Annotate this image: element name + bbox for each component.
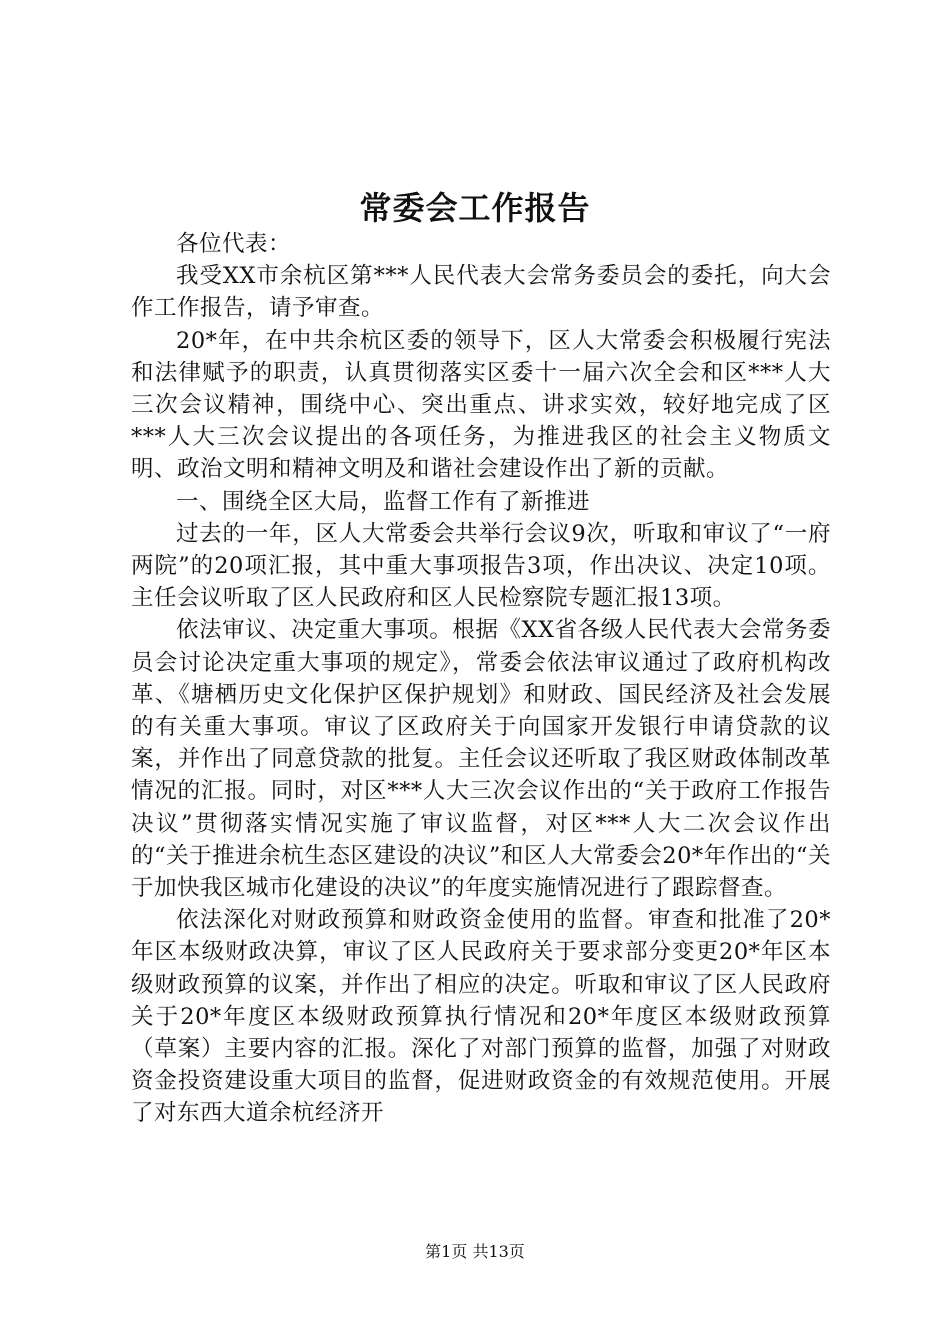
section-heading: 一、围绕全区大局，监督工作有了新推进 bbox=[176, 488, 591, 515]
document-body bbox=[131, 228, 831, 1130]
body-paragraph: 我受XX市余杭区第***人民代表大会常务委员会的委托，向大会作工作报告，请予审查。 bbox=[131, 263, 831, 322]
body-paragraph: 过去的一年，区人大常委会共举行会议9次，听取和审议了“一府两院”的20项汇报，其中重大事项报告3项，作出决议、决定10项。主任会议听取了区人民政府和区人民检察院专题汇报13项。 bbox=[131, 520, 831, 612]
document-title: 常委会工作报告 bbox=[359, 189, 591, 227]
body-paragraph: 依法深化对财政预算和财政资金使用的监督。审查和批准了20*年区本级财政决算，审议了区人民政府关于要求部分变更20*年区本级财政预算的议案，并作出了相应的决定。听取和审议了区人民政府关于20*年度区本级财政预算执行情况和20*年度区本级财政预算（草案）主要内容的汇报。深化了对部门预算的监督，加强了对财政资金投资建设重大项目的监督，促进财政资金的有效规范使用。开展了对东西大道余杭经济开 bbox=[131, 907, 831, 1127]
body-paragraph: 20*年，在中共余杭区委的领导下，区人大常委会积极履行宪法和法律赋予的职责，认真贯彻落实区委十一届六次全会和区***人大三次会议精神，围绕中心、突出重点、讲求实效，较好地完成了区***人大三次会议提出的各项任务，为推进我区的社会主义物质文明、政治文明和精神文明及和谐社会建设作出了新的贡献。 bbox=[131, 327, 831, 483]
page-number-footer: 第1页 共13页 bbox=[425, 1242, 525, 1261]
salutation-paragraph: 各位代表： bbox=[176, 231, 292, 257]
body-paragraph: 依法审议、决定重大事项。根据《XX省各级人民代表大会常务委员会讨论决定重大事项的规定》，常委会依法审议通过了政府机构改革、《塘栖历史文化保护区保护规划》和财政、国民经济及社会发展的有关重大事项。审议了区政府关于向国家开发银行申请贷款的议案，并作出了同意贷款的批复。主任会议还听取了我区财政体制改革情况的汇报。同时，对区***人大三次会议作出的“关于政府工作报告决议”贯彻落实情况实施了审议监督，对区***人大二次会议作出的“关于推进余杭生态区建设的决议”和区人大常委会20*年作出的“关于加快我区城市化建设的决议”的年度实施情况进行了跟踪督查。 bbox=[131, 617, 831, 902]
